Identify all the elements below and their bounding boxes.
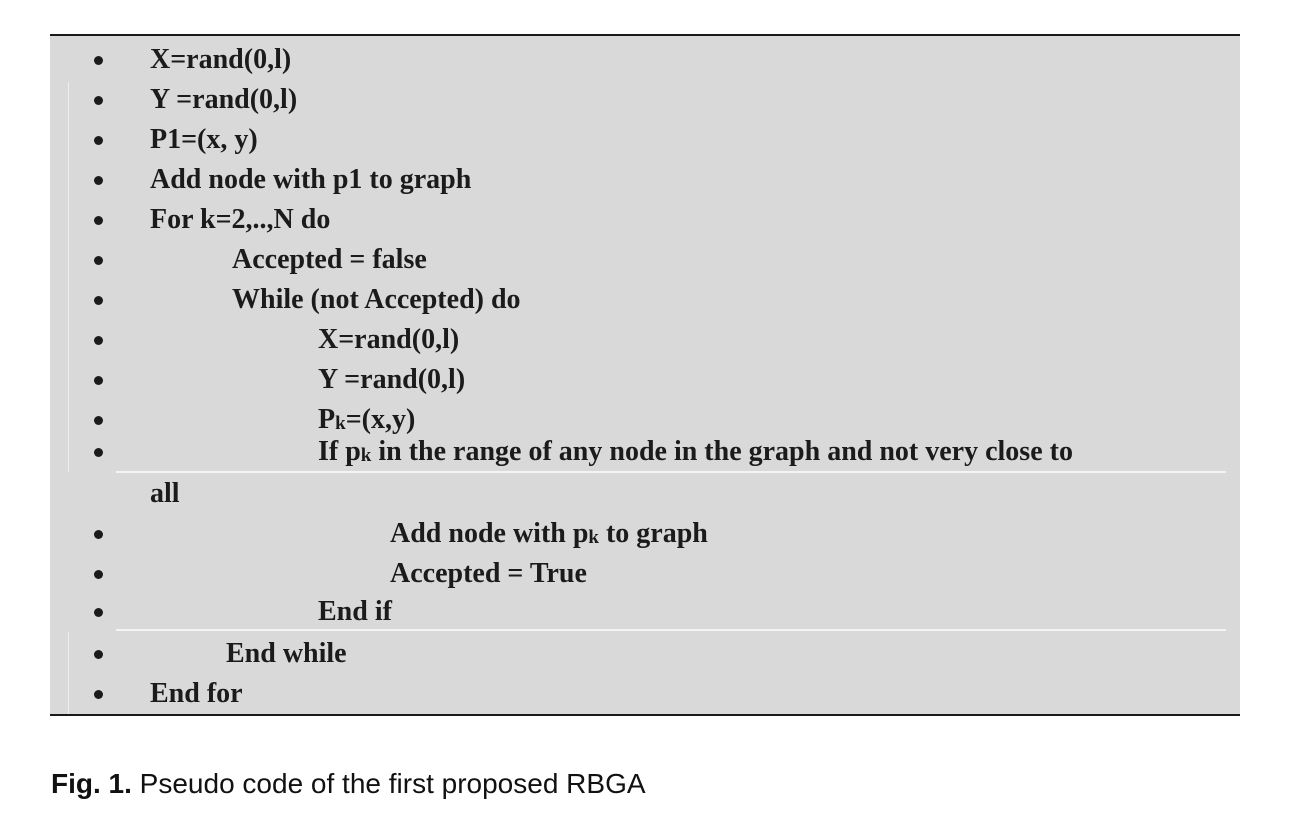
- code-text: End while: [226, 638, 347, 669]
- code-text: [318, 432, 1073, 475]
- code-text: Y =rand(0,l): [318, 364, 466, 395]
- bullet-icon: [94, 448, 103, 457]
- subscript-k: k: [588, 527, 599, 548]
- bullet-icon: [94, 336, 103, 345]
- code-text: Accepted = false: [232, 244, 427, 275]
- code-text: Y =rand(0,l): [150, 84, 298, 115]
- subscript-k: k: [335, 413, 346, 434]
- code-text: End for: [150, 678, 243, 709]
- code-text: all: [150, 478, 180, 509]
- code-text: Accepted = True: [390, 558, 587, 589]
- bullet-icon: [94, 608, 103, 617]
- code-text: P1=(x, y): [150, 124, 258, 155]
- pseudocode-box: [50, 34, 1240, 716]
- figure-caption: [51, 768, 646, 800]
- code-text-start: P: [318, 404, 336, 435]
- code-text: X=rand(0,l): [318, 324, 460, 355]
- bullet-icon: [94, 56, 103, 65]
- bullet-icon: [94, 416, 103, 425]
- bullet-icon: [94, 176, 103, 185]
- left-rule: [68, 82, 69, 472]
- code-text: Add node with p1 to graph: [150, 164, 472, 195]
- bullet-icon: [94, 650, 103, 659]
- bullet-icon: [94, 296, 103, 305]
- code-text-start: If p: [318, 436, 361, 467]
- left-rule: [68, 632, 69, 714]
- bullet-icon: [94, 530, 103, 539]
- code-text-end: =(x,y): [345, 404, 416, 435]
- code-text: End if: [318, 596, 392, 627]
- bullet-icon: [94, 216, 103, 225]
- code-text-start: Add node with p: [390, 518, 589, 549]
- code-text-end: to graph: [598, 518, 708, 549]
- bullet-icon: [94, 256, 103, 265]
- caption-label: Fig. 1.: [51, 768, 132, 799]
- caption-text: Pseudo code of the first proposed RBGA: [131, 768, 646, 799]
- subscript-k: k: [360, 445, 372, 466]
- separator-line: [116, 629, 1226, 631]
- bullet-icon: [94, 96, 103, 105]
- code-text-end: in the range of any node in the graph and not very close to: [371, 436, 1073, 467]
- code-text: [390, 514, 708, 557]
- bullet-icon: [94, 136, 103, 145]
- code-text: While (not Accepted) do: [232, 284, 521, 315]
- code-text: For k=2,..,N do: [150, 204, 331, 235]
- bullet-icon: [94, 690, 103, 699]
- bullet-icon: [94, 376, 103, 385]
- bullet-icon: [94, 570, 103, 579]
- code-text: X=rand(0,l): [150, 44, 292, 75]
